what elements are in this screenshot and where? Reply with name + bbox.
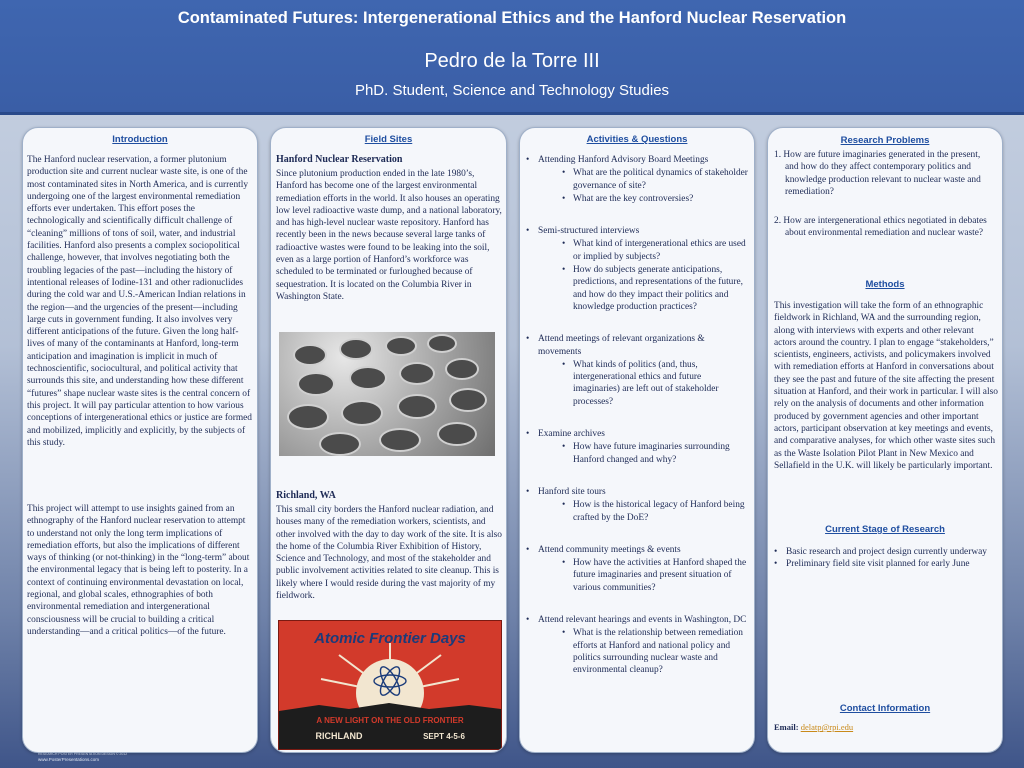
stage-item: • Preliminary field site visit planned for early June bbox=[770, 558, 996, 570]
atomic-frontier-days-poster bbox=[278, 620, 502, 750]
activity-text: • Examine archives bbox=[522, 428, 750, 440]
poster-header bbox=[0, 0, 1024, 115]
poster-artwork bbox=[279, 621, 501, 749]
methods-heading: Methods bbox=[865, 279, 905, 290]
activity-item bbox=[522, 614, 750, 676]
question-item: • How have the activities at Hanford shaped the future imaginaries and present situation of various communities? bbox=[522, 557, 750, 594]
question-item: • How do subjects generate anticipations, predictions, and representations of the future, and how do they impact their politics and knowledge production practices? bbox=[522, 264, 750, 313]
activity-item bbox=[522, 544, 750, 594]
activity-text: • Attending Hanford Advisory Board Meetings bbox=[522, 154, 750, 166]
current-stage-heading: Current Stage of Research bbox=[825, 524, 945, 535]
introduction-paragraph-1: The Hanford nuclear reservation, a former plutonium production site and current nuclear waste site, is one of the most contaminated sites in North America, and is currently undergoing one of the largest environmental remediation efforts ever undertaken. This effort poses the technologically and scientifically difficult challenge of “cleaning” millions of tons of soil, water, and industrial facilities. Hanford also presents a complex sociopolitical challenge, however, that involves negotiating both the troubling legacies of the past—including the history of intentional releases of Iodine-131 and other radionuclides during the cold war and U.S.-American Indian relations in the region—and the urgencies of the present—including large cuts in government funding. It also involves very different anticipations of the future. Given the long half-lives of many of the contaminants at Hanford, long-term anticipation and imagination is implicit in much of technoscientific, sociocultural, and political activity that surrounds this site, and understanding how these different “futures” shape nuclear waste sites is the central concern of this project. It will pay particular attention to how various conceptions of intergenerational ethics or justice are formed and mobilized, implicitly and explicitly, by the subjects of this study. bbox=[27, 155, 252, 448]
contact-heading: Contact Information bbox=[839, 703, 931, 714]
richland-subheading: Richland, WA bbox=[276, 490, 336, 501]
richland-paragraph: This small city borders the Hanford nuclear radiation, and houses many of the remediation workers, scientists, and other involved with the day to day work of the site. It is also the home of the Columbia River Exhibition of History, Science and Technology, and most of the stakeholder and public involvement activities related to site cleanup. This is likely where I would reside during the vast majority of my fieldwork. bbox=[276, 505, 502, 602]
activities-panel bbox=[519, 127, 755, 753]
question-item: • What kind of intergenerational ethics are used or implied by subjects? bbox=[522, 238, 750, 263]
activity-text: • Attend relevant hearings and events in Washington, DC bbox=[522, 614, 750, 626]
footer-website: www.PosterPresentations.com bbox=[38, 757, 100, 762]
contact-email-row bbox=[774, 722, 853, 732]
question-item: • How have future imaginaries surrounding Hanford changed and why? bbox=[522, 441, 750, 466]
author-affiliation: PhD. Student, Science and Technology Studies bbox=[354, 82, 670, 99]
introduction-panel bbox=[22, 127, 258, 753]
activities-heading: Activities & Questions bbox=[586, 134, 688, 145]
email-label: Email: bbox=[774, 722, 799, 732]
poster-city-text: RICHLAND bbox=[315, 731, 363, 741]
poster-tagline-text: A NEW LIGHT ON THE OLD FRONTIER bbox=[316, 716, 464, 725]
research-problems-heading: Research Problems bbox=[840, 135, 930, 146]
question-item: • How is the historical legacy of Hanford being crafted by the DoE? bbox=[522, 499, 750, 524]
activity-item bbox=[522, 428, 750, 466]
research-panel bbox=[767, 127, 1003, 753]
activity-item bbox=[522, 154, 750, 205]
poster-title: Contaminated Futures: Intergenerational Ethics and the Hanford Nuclear Reservation bbox=[177, 9, 847, 27]
author-name: Pedro de la Torre III bbox=[424, 50, 600, 72]
field-sites-panel bbox=[270, 127, 507, 753]
poster-title-text: Atomic Frontier Days bbox=[314, 630, 466, 647]
methods-paragraph: This investigation will take the form of an ethnographic fieldwork in Richland, WA and the surrounding region, along with interviews with experts and other relevant actors around the country. I plan to engage “stakeholders,” scientists, engineers, activists, and policymakers involved with remediation efforts at Hanford in conversations about they see the past and future of the site affecting the present situation at Hanford, and their work in particular. I will also rely on the analysis of documents and other information produced by government agencies and other important actors, participant observation at key meetings and events, and comparative analyses, for which other waste sites such as the Waste Isolation Pilot Plant in New Mexico and Sellafield in the U.K. will likely be particularly important. bbox=[774, 301, 998, 471]
question-item: • What is the relationship between remediation efforts at Hanford and national policy and politics surrounding nuclear waste and environmental cleanup? bbox=[522, 627, 750, 676]
activity-text: • Attend meetings of relevant organizations & movements bbox=[522, 333, 750, 358]
activities-list bbox=[522, 154, 750, 677]
footer-copyright: RESEARCH POSTER PRESENTATION DESIGN © 2012 bbox=[38, 752, 128, 756]
field-sites-heading: Field Sites bbox=[364, 134, 413, 145]
activity-item bbox=[522, 225, 750, 313]
question-item: • What are the key controversies? bbox=[522, 193, 750, 205]
research-question-1: 1. How are future imaginaries generated in the present, and how do they affect contemporary politics and knowledge production relevant to nuclear waste and remediation? bbox=[774, 150, 981, 197]
email-link[interactable]: delatp@rpi.edu bbox=[800, 722, 854, 732]
question-item: • What kinds of politics (and, thus, intergenerational ethics and future imaginaries) are left out of stakeholder processes? bbox=[522, 359, 750, 408]
stage-item: • Basic research and project design currently underway bbox=[770, 546, 996, 558]
introduction-heading: Introduction bbox=[112, 134, 168, 145]
current-stage-list bbox=[770, 546, 996, 571]
activity-text: • Attend community meetings & events bbox=[522, 544, 750, 556]
hanford-subheading: Hanford Nuclear Reservation bbox=[276, 154, 403, 165]
hanford-tanks-photo bbox=[279, 332, 495, 456]
poster-date-text: SEPT 4-5-6 bbox=[423, 732, 465, 741]
activity-item bbox=[522, 333, 750, 408]
activity-text: • Semi-structured interviews bbox=[522, 225, 750, 237]
introduction-paragraph-2: This project will attempt to use insights gained from an ethnography of the Hanford nuclear reservation to attempt to understand not only the long term implications of remediation efforts, but also the implications of different ways of thinking (or not-thinking) in the “long-term” about the environmental legacy that is being left to posterity. In a context of continuing environmental devastation on local, regional, and global scales, ethnographies of both environmental remediation and intergenerational consciousness will be crucial to building a critical understanding—and a critical politics—of the future. bbox=[27, 504, 250, 637]
research-question-2: 2. How are intergenerational ethics negotiated in debates about environmental remediation and nuclear waste? bbox=[774, 216, 987, 239]
question-item: • What are the political dynamics of stakeholder governance of site? bbox=[522, 167, 750, 192]
activity-item bbox=[522, 486, 750, 524]
activity-text: • Hanford site tours bbox=[522, 486, 750, 498]
hanford-paragraph: Since plutonium production ended in the late 1980’s, Hanford has become one of the largest environmental remediation efforts in the world. It also houses an operating low level radioactive waste dump, and a national laboratory, and has high-level nuclear waste repository. Hanford has recently been in the news because several large tanks of radioactive wastes were found to be leaking into the soil, even as a large portion of Hanford’s workforce was scheduled to be terminated or furloughed because of sequestration. It is located on the Columbia River in Washington State. bbox=[276, 169, 502, 302]
